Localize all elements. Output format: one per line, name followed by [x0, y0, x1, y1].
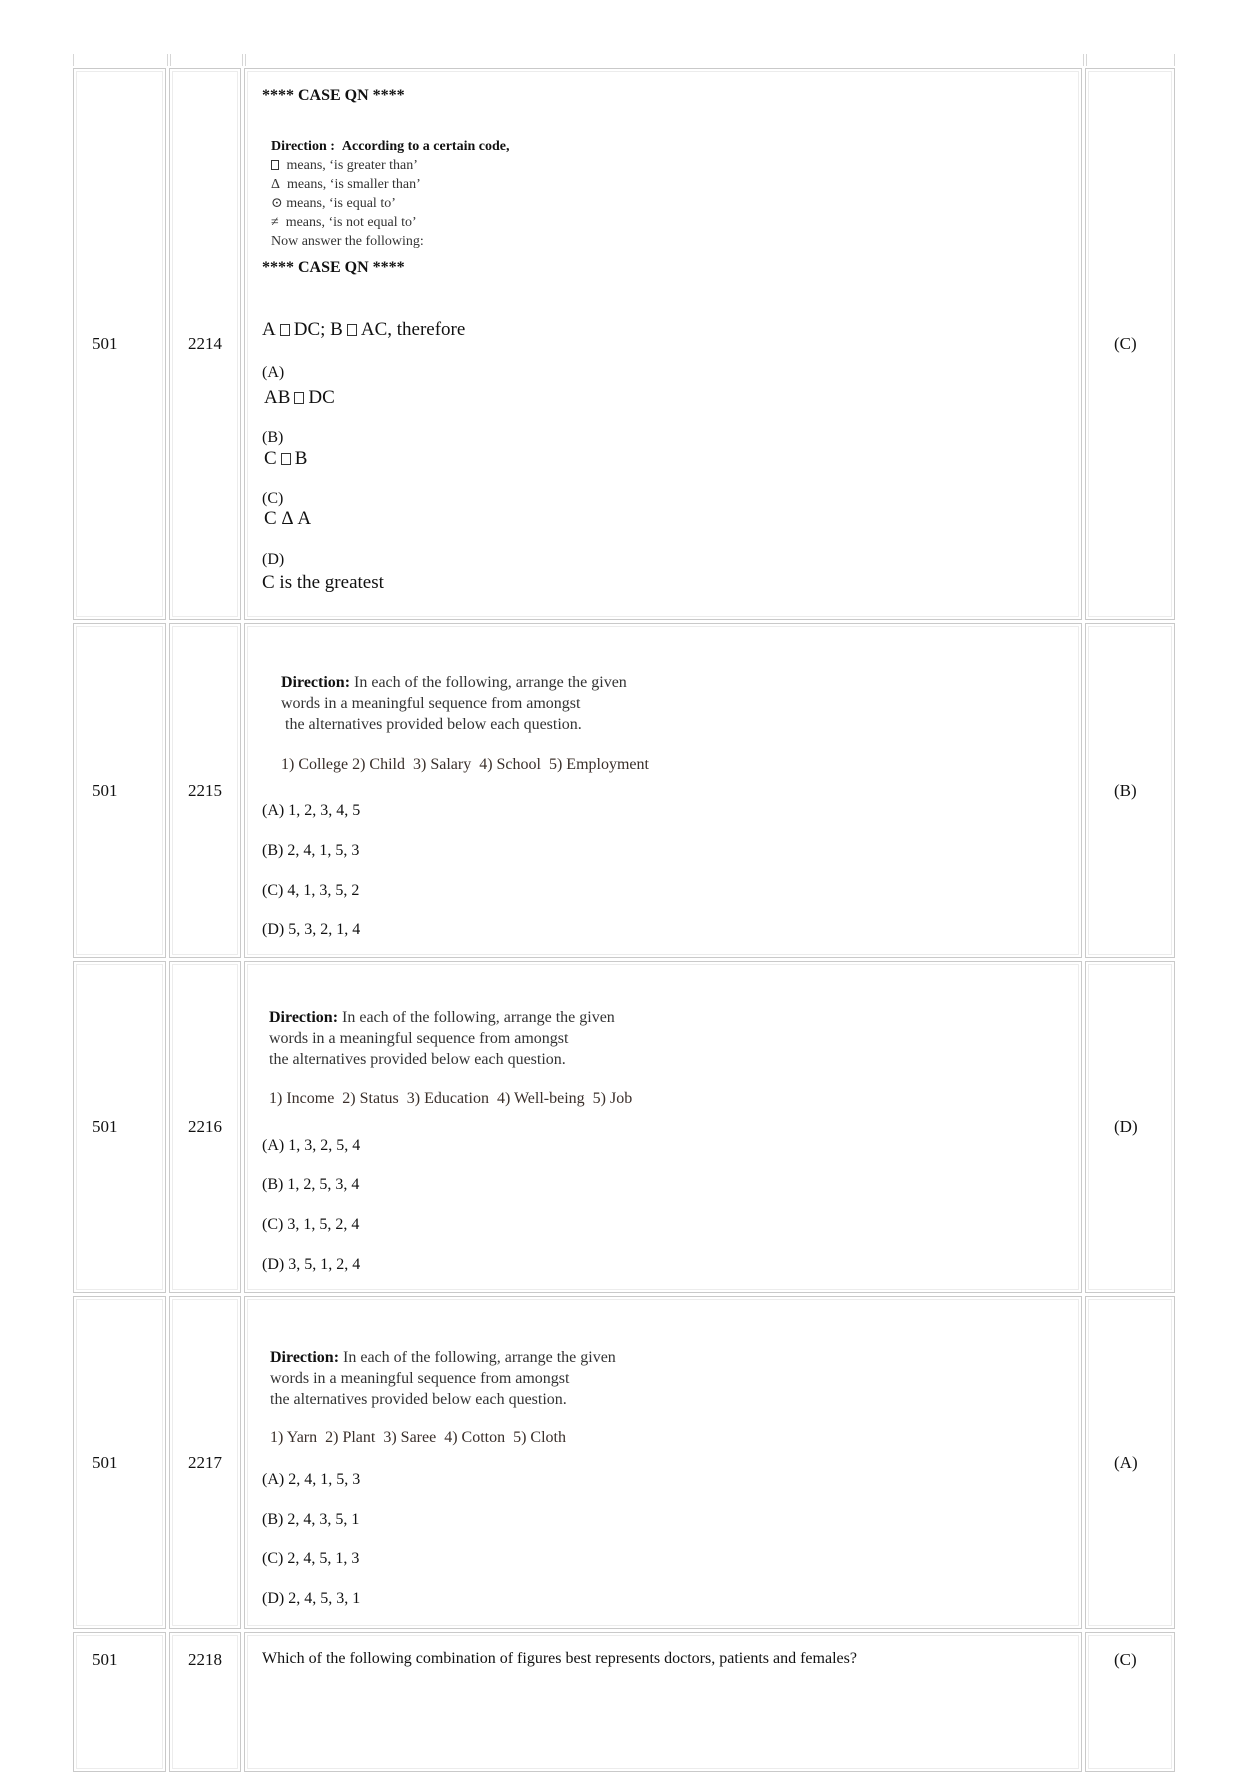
- question-number-cell: [169, 68, 241, 620]
- direction-text: Direction: In each of the following, arrange the given words in a meaningful sequence from amongst the alternatives provided below each question.: [269, 1009, 615, 1068]
- option-b: (B) 1, 2, 5, 3, 4: [262, 1176, 360, 1193]
- question-stem: A DC; B AC, therefore: [262, 319, 466, 340]
- answer: (D): [1114, 1117, 1138, 1136]
- table-row: [73, 623, 1175, 958]
- answer: (C): [1114, 1650, 1137, 1669]
- question-cell: [244, 68, 1082, 620]
- case-header: **** CASE QN ****: [262, 87, 405, 104]
- table-row: [73, 1632, 1175, 1772]
- equal-symbol: ⊙: [271, 196, 283, 211]
- question-text: Which of the following combination of figures best represents doctors, patients and females?: [262, 1650, 857, 1667]
- paper-code-cell: [73, 623, 166, 958]
- question-number-cell: [169, 1632, 241, 1772]
- paper-code: 501: [92, 780, 118, 800]
- question-number: 2215: [188, 780, 222, 800]
- question-number-cell: [169, 1296, 241, 1629]
- option-a: (A) 1, 2, 3, 4, 5: [262, 802, 361, 819]
- answer-cell: [1085, 623, 1175, 958]
- paper-code-cell: [73, 1296, 166, 1629]
- answer: (C): [1114, 334, 1137, 353]
- word-list: 1) Income 2) Status 3) Education 4) Well-being 5) Job: [269, 1090, 633, 1107]
- option-b: (B) 2, 4, 1, 5, 3: [262, 842, 360, 859]
- question-number-cell: [169, 961, 241, 1293]
- paper-code-cell: [73, 961, 166, 1293]
- paper-code: 501: [92, 1650, 118, 1669]
- table-row: [73, 68, 1175, 620]
- answer-cell: [1085, 1632, 1175, 1772]
- option-c: (C) 4, 1, 3, 5, 2: [262, 882, 360, 899]
- option-label: (D): [262, 551, 285, 568]
- option-a: AB DC: [264, 387, 335, 408]
- option-b: (B) 2, 4, 3, 5, 1: [262, 1511, 360, 1528]
- smaller-than-symbol: Δ: [271, 177, 281, 192]
- word-list: 1) College 2) Child 3) Salary 4) School 5) Employment: [281, 756, 649, 773]
- question-cell: [244, 1632, 1082, 1772]
- greater-than-symbol: [271, 160, 279, 170]
- paper-code: 501: [92, 334, 118, 353]
- paper-code-cell: [73, 1632, 166, 1772]
- question-number: 2217: [188, 1452, 222, 1472]
- paper-code: 501: [92, 1452, 118, 1472]
- question-number: 2214: [188, 334, 222, 353]
- case-direction: Direction : According to a certain code, means, ‘is greater than’ Δ means, ‘is smaller than’ ⊙ means, ‘is equal to’ ≠ means, ‘is not equal to’ Now answer the following:: [271, 139, 510, 249]
- question-cell: [244, 961, 1082, 1293]
- option-d: (D) 3, 5, 1, 2, 4: [262, 1256, 361, 1273]
- not-equal-symbol: ≠: [271, 215, 279, 230]
- table-row: [73, 961, 1175, 1293]
- paper-code: 501: [92, 1117, 118, 1136]
- option-d: (D) 5, 3, 2, 1, 4: [262, 921, 361, 938]
- word-list: 1) Yarn 2) Plant 3) Saree 4) Cotton 5) Cloth: [270, 1429, 566, 1446]
- option-label: (B): [262, 429, 284, 446]
- answer: (B): [1114, 780, 1137, 800]
- answer-cell: [1085, 68, 1175, 620]
- question-number: 2218: [188, 1650, 222, 1669]
- previous-row-edge: [73, 54, 1175, 66]
- option-b: C B: [264, 448, 308, 469]
- direction-text: Direction: In each of the following, arrange the given words in a meaningful sequence from amongst the alternatives provided below each question.: [270, 1349, 616, 1408]
- answer-cell: [1085, 1296, 1175, 1629]
- option-label: (C): [262, 490, 284, 507]
- direction-text: Direction: In each of the following, arrange the given words in a meaningful sequence from amongst the alternatives provided below each question.: [281, 674, 627, 733]
- option-label: (A): [262, 364, 285, 381]
- answer-cell: [1085, 961, 1175, 1293]
- paper-code-cell: [73, 68, 166, 620]
- question-cell: [244, 623, 1082, 958]
- question-number-cell: [169, 623, 241, 958]
- greater-than-symbol: [294, 392, 304, 404]
- option-c: C Δ A: [264, 508, 312, 529]
- option-c: (C) 2, 4, 5, 1, 3: [262, 1550, 360, 1567]
- question-number: 2216: [188, 1117, 222, 1136]
- option-d: (D) 2, 4, 5, 3, 1: [262, 1590, 361, 1607]
- greater-than-symbol: [281, 453, 291, 465]
- option-a: (A) 2, 4, 1, 5, 3: [262, 1471, 361, 1488]
- case-footer: **** CASE QN ****: [262, 259, 405, 276]
- greater-than-symbol: [347, 324, 357, 336]
- answer: (A): [1114, 1452, 1138, 1472]
- question-cell: [244, 1296, 1082, 1629]
- option-a: (A) 1, 3, 2, 5, 4: [262, 1137, 361, 1154]
- option-d: C is the greatest: [262, 572, 384, 593]
- table-row: [73, 1296, 1175, 1629]
- greater-than-symbol: [280, 324, 290, 336]
- option-c: (C) 3, 1, 5, 2, 4: [262, 1216, 360, 1233]
